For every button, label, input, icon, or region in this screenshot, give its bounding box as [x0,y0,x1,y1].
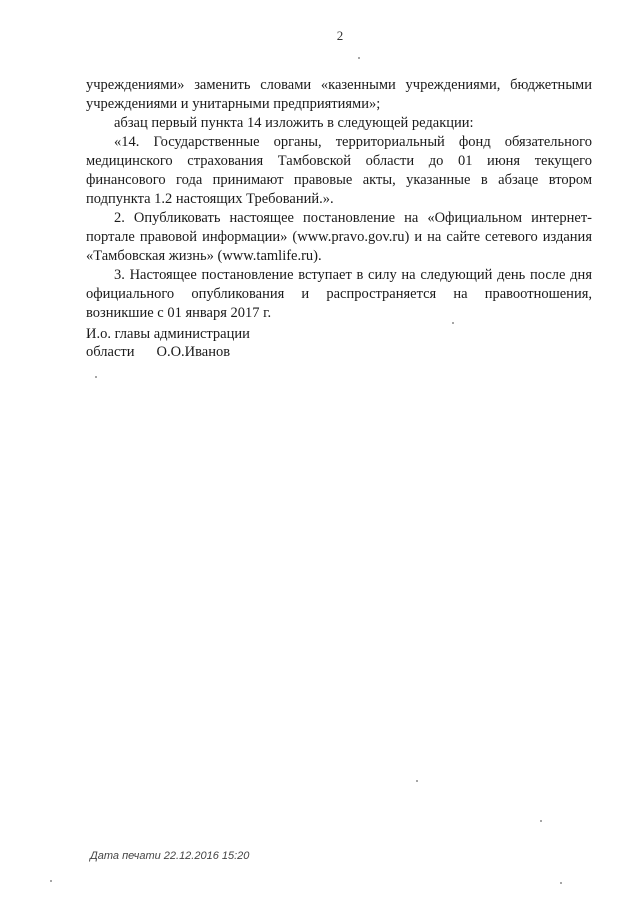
signatory-name: О.О.Иванов [156,344,231,360]
scan-speck [95,376,97,378]
scan-speck [50,880,52,882]
signature-title-region-row [86,343,250,361]
scan-speck [560,882,562,884]
scan-speck [452,322,454,324]
signature-title: И.о. главы администрации [86,326,250,342]
paragraph-item-14-text: «14. Государственные органы, территориальный фонд обязательного медицинского страхования Тамбовской области до 01 июня текущего финансового года принимают правовые акты, указанные в абзаце втором подпункта 1.2 настоящих Требований.». [86,134,592,207]
scan-speck [416,780,418,782]
signature-block [86,325,250,361]
page-number: 2 [336,28,344,43]
paragraph-replacement-continuation: учреждениями» заменить словами «казенными учреждениями, бюджетными учреждениями и унитарными предприятиями»; [86,77,592,112]
paragraph-effective-date: 3. Настоящее постановление вступает в силу на следующий день после дня официального опубликования и распространяется на правоотношения, возникшие с 01 января 2017 г. [86,267,592,321]
paragraph-publication: 2. Опубликовать настоящее постановление на «Официальном интернет-портале правовой информации» (www.pravo.gov.ru) и на сайте сетевого издания «Тамбовская жизнь» (www.tamlife.ru). [86,210,592,264]
scan-speck [358,57,360,59]
print-date: Дата печати 22.12.2016 15:20 [90,850,250,862]
paragraph-item-14-intro: абзац первый пункта 14 изложить в следующей редакции: [114,115,474,131]
document-body [86,76,592,323]
scan-speck [540,820,542,822]
signature-title-region: области [86,344,135,360]
